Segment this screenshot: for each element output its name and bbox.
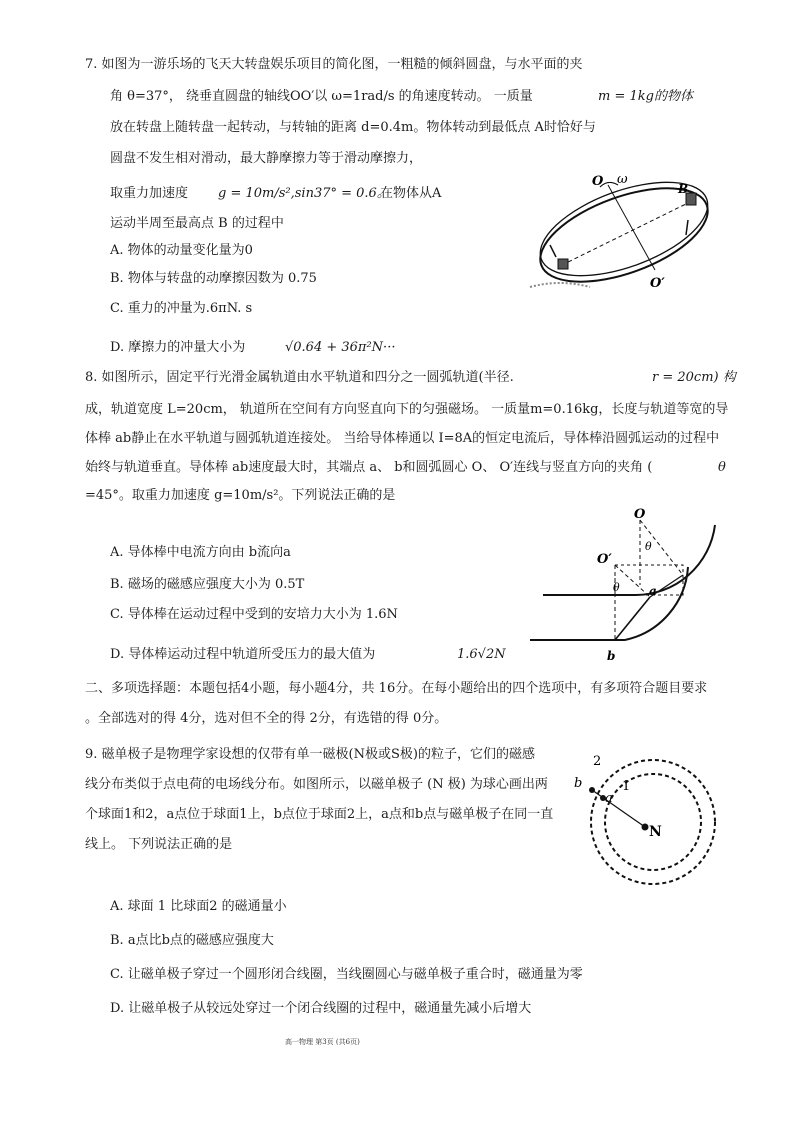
q8-label-theta-2: θ	[613, 581, 620, 594]
q8-line-5: =45°。取重力加速度 g=10m/s²。下列说法正确的是	[85, 488, 396, 503]
q9-point-b	[589, 787, 595, 793]
q9-label-1: 1	[622, 779, 631, 794]
q9-option-b: B. a点比b点的磁感应强度大	[110, 933, 274, 948]
q9-sphere-2	[591, 760, 715, 884]
q8-option-d-value: 1.6√2N	[457, 647, 506, 662]
q8-theta: θ	[718, 460, 726, 475]
q9-line-3: 个球面1和2，a点位于球面1上，b点位于球面2上，a点和b点与磁单极子在同一直	[85, 807, 554, 822]
q7-line-6: 运动半周至最高点 B 的过程中	[110, 216, 284, 231]
q9-label-n: N	[649, 824, 662, 840]
q9-line-2: 线分布类似于点电荷的电场线分布。如图所示，以磁单极子 (N 极) 为球心画出两	[85, 777, 548, 792]
q7-line-3: 放在转盘上随转盘一起转动，与转轴的距离 d=0.4m。物体转动到最低点 A时恰好与	[110, 120, 596, 135]
q8-option-b: B. 磁场的磁感应强度大小为 0.5T	[110, 577, 305, 592]
q9-label-2: 2	[593, 754, 602, 769]
q7-option-c: C. 重力的冲量为.6πN. s	[110, 301, 253, 316]
q8-radius-opb	[615, 565, 650, 597]
q9-label-a: a	[605, 791, 613, 806]
q8-option-c: C. 导体棒在运动过程中受到的安培力大小为 1.6N	[110, 607, 398, 622]
q7-ground	[530, 283, 590, 287]
q9-option-c: C. 让磁单极子穿过一个圆形闭合线圈，当线圈圆心与磁单极子重合时，磁通量为零	[110, 967, 583, 982]
q9-line-1: 9. 磁单极子是物理学家设想的仅带有单一磁极(N极或S极)的粒子，它们的磁感	[85, 747, 535, 762]
section2-line-2: 。全部选对的得 4分，选对但不全的得 2分，有选错的得 0分。	[85, 711, 448, 726]
q8-label-b: b	[607, 649, 616, 663]
q7-axis	[608, 185, 655, 270]
q8-arc-upper	[635, 525, 715, 595]
q8-radius: r = 20cm) 构	[652, 370, 736, 385]
q7-tick-left	[550, 245, 556, 257]
q7-block-a	[558, 259, 568, 269]
q8-line-1: 8. 如图所示，固定平行光滑金属轨道由水平轨道和四分之一圆弧轨道(半径.	[85, 370, 514, 385]
q8-label-a: a	[649, 584, 657, 598]
q9-option-a: A. 球面 1 比球面2 的磁通量小	[110, 899, 287, 914]
q8-line-4: 始终与轨道垂直。导体棒 ab速度最大时，其端点 a、 b和圆弧圆心 O、 O′连线与竖直方向的夹角 (	[85, 460, 653, 475]
q8-label-o: O	[634, 507, 646, 522]
q7-line-5c: 在物体从A	[380, 186, 442, 201]
q7-tick-right	[686, 220, 688, 235]
q8-option-a: A. 导体棒中电流方向由 b流向a	[110, 545, 291, 560]
q7-mass: m = 1kg的物体	[598, 89, 693, 104]
q7-option-d-formula: √0.64 + 36π²N···	[285, 340, 396, 355]
q8-figure	[525, 505, 725, 665]
q8-line-2: 成，轨道宽度 L=20cm， 轨道所在空间有方向竖直向下的匀强磁场。 一质量m=0.16kg，长度与轨道等宽的导	[85, 402, 729, 417]
q8-label-theta-1: θ	[645, 540, 652, 553]
q7-option-d: D. 摩擦力的冲量大小为	[110, 340, 246, 355]
q7-line-5: 取重力加速度	[110, 186, 189, 201]
q7-diameter-dashed	[562, 201, 692, 265]
q8-label-o-prime: O′	[597, 552, 612, 567]
q9-figure	[570, 745, 720, 885]
q9-line-bn	[592, 790, 645, 827]
q9-label-b: b	[574, 776, 583, 791]
q7-label-o: O	[592, 174, 604, 189]
q7-option-b: B. 物体与转盘的动摩擦因数为 0.75	[110, 271, 317, 286]
q7-line-4: 圆盘不发生相对滑动，最大静摩擦力等于滑动摩擦力，	[110, 151, 423, 166]
q7-option-a: A. 物体的动量变化量为0	[110, 243, 253, 258]
q7-label-o-prime: O′	[650, 276, 665, 291]
q7-label-b: B	[678, 182, 689, 196]
q7-label-omega: ω	[617, 172, 628, 187]
q7-line-2: 角 θ=37°， 绕垂直圆盘的轴线OO′以 ω=1rad/s 的角速度转动。 一质量	[110, 89, 533, 104]
q8-option-d: D. 导体棒运动过程中轨道所受压力的最大值为	[110, 647, 376, 662]
q8-line-3: 体棒 ab静止在水平轨道与圆弧轨道连接处。 当给导体棒通以 I=8A的恒定电流后，导体棒沿圆弧运动的过程中	[85, 431, 720, 446]
q7-figure	[520, 165, 730, 295]
q9-line-4: 线上。 下列说法正确的是	[85, 837, 233, 852]
q7-gravity: g = 10m/s²,sin37° = 0.6。	[218, 186, 390, 201]
q9-sphere-1	[605, 774, 701, 870]
q9-option-d: D. 让磁单极子从较远处穿过一个闭合线圈的过程中，磁通量先减小后增大	[110, 1001, 532, 1016]
page-footer: 高一物理 第3页 (共6页)	[285, 1038, 360, 1046]
q9-point-n	[642, 824, 649, 831]
q7-line-1: 7. 如图为一游乐场的飞天大转盘娱乐项目的简化图，一粗糙的倾斜圆盘，与水平面的夹	[85, 57, 583, 72]
section2-line-1: 二、多项选择题：本题包括4小题，每小题4分，共 16分。在每小题给出的四个选项中，有多项符合题目要求	[85, 681, 708, 696]
